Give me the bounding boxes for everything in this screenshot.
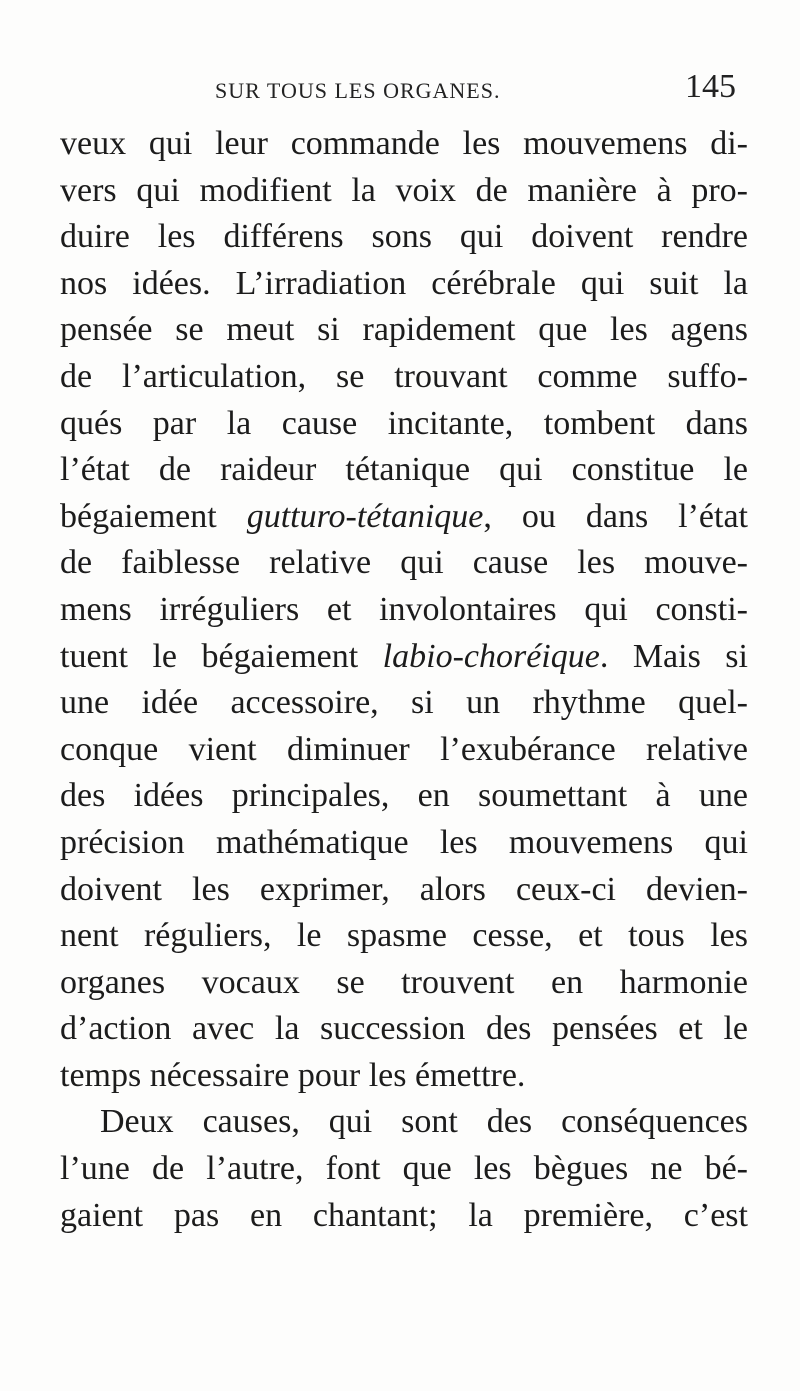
line-text: pensée se meut si rapidement que les agens xyxy=(60,311,748,349)
line-text: de faiblesse relative qui cause les mouve- xyxy=(60,544,748,582)
text-line xyxy=(60,1193,748,1240)
text-line xyxy=(60,401,748,448)
line-text: l’une de l’autre, font que les bègues ne bé- xyxy=(60,1150,748,1188)
text-line xyxy=(60,960,748,1007)
line-text: qués par la cause incitante, tombent dans xyxy=(60,404,748,442)
text-line xyxy=(60,447,748,494)
line-text: des idées principales, en soumettant à une xyxy=(60,777,748,815)
line-text: de l’articulation, se trouvant comme suffo- xyxy=(60,357,748,395)
text-line xyxy=(60,634,748,681)
text-line xyxy=(60,168,748,215)
text-line xyxy=(60,214,748,261)
line-text: doivent les exprimer, alors ceux-ci devien- xyxy=(60,870,748,908)
body-text xyxy=(60,121,748,1239)
text-line xyxy=(60,867,748,914)
running-title: SUR TOUS LES ORGANES. xyxy=(215,78,501,103)
line-text: Deux causes, qui sont des conséquences xyxy=(100,1103,748,1141)
line-text: temps nécessaire pour les émettre. xyxy=(60,1056,526,1094)
line-text: mens irréguliers et involontaires qui consti- xyxy=(60,590,748,628)
text-line xyxy=(60,587,748,634)
text-line xyxy=(60,1006,748,1053)
line-text: . Mais si xyxy=(599,637,748,675)
line-text: une idée accessoire, si un rhythme quel- xyxy=(60,684,748,722)
line-text: nos idées. L’irradiation cérébrale qui suit la xyxy=(60,264,748,302)
line-text: vers qui modifient la voix de manière à pro- xyxy=(60,171,748,209)
line-text: organes vocaux se trouvent en harmonie xyxy=(60,963,748,1001)
text-line xyxy=(60,913,748,960)
text-line xyxy=(60,727,748,774)
text-line xyxy=(60,820,748,867)
text-line xyxy=(60,121,748,168)
line-text: l’état de raideur tétanique qui constitue le xyxy=(60,451,748,489)
text-line xyxy=(60,307,748,354)
line-text: d’action avec la succession des pensées et le xyxy=(60,1010,748,1048)
line-text: nent réguliers, le spasme cesse, et tous les xyxy=(60,917,748,955)
text-line xyxy=(60,1099,748,1146)
text-line xyxy=(60,1146,748,1193)
running-head xyxy=(60,68,740,108)
line-text: duire les différens sons qui doivent rendre xyxy=(60,218,748,256)
line-text: conque vient diminuer l’exubérance relative xyxy=(60,730,748,768)
text-line xyxy=(60,773,748,820)
line-text: précision mathématique les mouvemens qui xyxy=(60,823,748,861)
line-text: veux qui leur commande les mouvemens di- xyxy=(60,125,748,162)
italic-term: labio-choréique xyxy=(382,637,600,675)
page-number: 145 xyxy=(685,68,736,105)
text-line xyxy=(60,354,748,401)
text-line xyxy=(60,540,748,587)
line-text: bégaiement xyxy=(60,497,247,535)
text-line xyxy=(60,680,748,727)
line-text: tuent le bégaiement xyxy=(60,637,383,675)
italic-term: gutturo-tétanique xyxy=(246,497,484,535)
text-line xyxy=(60,261,748,308)
text-line xyxy=(60,494,748,541)
line-text: gaient pas en chantant; la première, c’est xyxy=(60,1196,748,1234)
text-line xyxy=(60,1053,748,1100)
line-text: , ou dans l’état xyxy=(483,497,749,535)
